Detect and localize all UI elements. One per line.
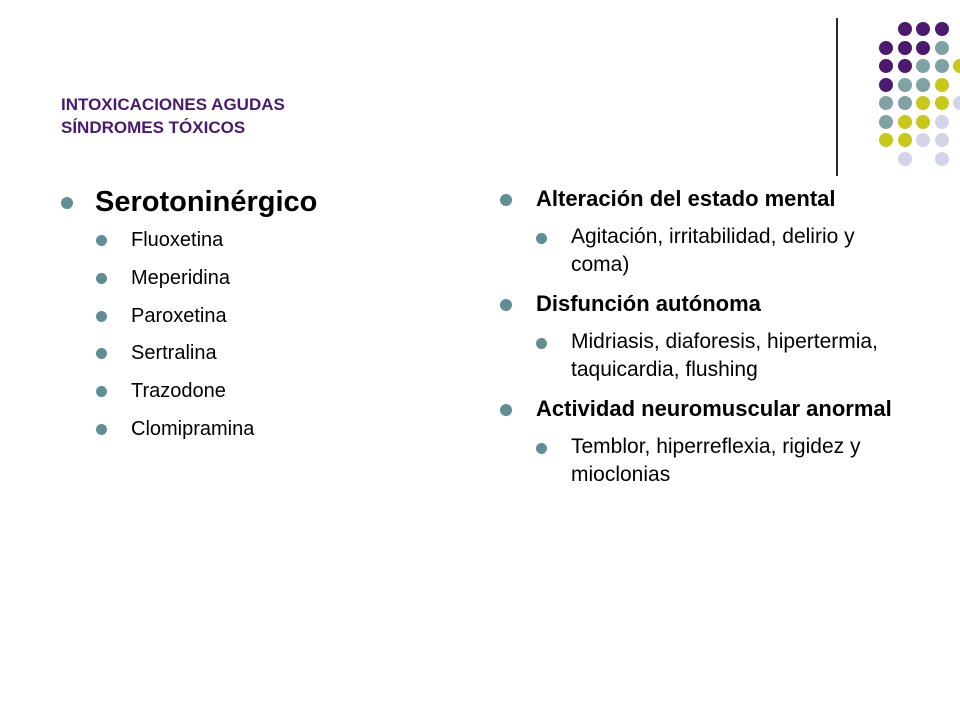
section-heading bbox=[500, 393, 900, 424]
bullet-icon bbox=[96, 235, 107, 246]
decorative-dot bbox=[916, 96, 930, 110]
decorative-dot bbox=[953, 59, 960, 73]
bullet-icon bbox=[96, 348, 107, 359]
section-detail bbox=[500, 328, 900, 384]
decorative-dot bbox=[898, 96, 912, 110]
decorative-dot bbox=[935, 78, 949, 92]
decorative-dot bbox=[898, 22, 912, 36]
slide-title bbox=[61, 93, 285, 139]
list-item bbox=[61, 260, 441, 298]
section-detail-text: Midriasis, diaforesis, hipertermia, taquicardia, flushing bbox=[571, 330, 878, 381]
decorative-dot bbox=[916, 41, 930, 55]
decorative-dot bbox=[898, 78, 912, 92]
decorative-dot bbox=[898, 59, 912, 73]
symptom-section bbox=[500, 393, 900, 489]
drug-name: Meperidina bbox=[131, 266, 230, 289]
drug-name: Trazodone bbox=[131, 380, 226, 403]
decorative-dot bbox=[898, 133, 912, 147]
decorative-dot bbox=[879, 78, 893, 92]
decorative-dot bbox=[879, 133, 893, 147]
symptom-section bbox=[500, 288, 900, 384]
decorative-dot bbox=[916, 22, 930, 36]
drug-name: Sertralina bbox=[131, 342, 217, 365]
right-column bbox=[500, 183, 900, 489]
decorative-dot bbox=[935, 115, 949, 129]
decorative-vertical-line bbox=[836, 18, 838, 176]
decorative-dot bbox=[935, 22, 949, 36]
decorative-dot bbox=[916, 59, 930, 73]
section-detail bbox=[500, 433, 900, 489]
bullet-icon bbox=[96, 424, 107, 435]
section-detail-text: Temblor, hiperreflexia, rigidez y mioclonias bbox=[571, 435, 861, 486]
decorative-dot bbox=[935, 96, 949, 110]
drug-name: Paroxetina bbox=[131, 304, 227, 327]
drug-list bbox=[61, 222, 441, 449]
left-column bbox=[61, 182, 441, 449]
decorative-dot bbox=[879, 115, 893, 129]
decorative-dot bbox=[916, 78, 930, 92]
section-detail-text: Agitación, irritabilidad, delirio y coma) bbox=[571, 225, 855, 276]
bullet-icon bbox=[96, 273, 107, 284]
decorative-dot bbox=[898, 152, 912, 166]
list-item bbox=[61, 411, 441, 449]
bullet-icon bbox=[536, 233, 547, 244]
section-heading bbox=[500, 183, 900, 214]
decorative-dot bbox=[916, 133, 930, 147]
list-item bbox=[61, 222, 441, 260]
decorative-dot bbox=[879, 96, 893, 110]
list-item bbox=[61, 335, 441, 373]
decorative-dot bbox=[898, 115, 912, 129]
bullet-icon bbox=[96, 311, 107, 322]
bullet-icon bbox=[500, 404, 512, 416]
bullet-icon bbox=[536, 338, 547, 349]
section-heading-text: Disfunción autónoma bbox=[536, 291, 761, 316]
bullet-icon bbox=[96, 386, 107, 397]
decorative-dot bbox=[935, 152, 949, 166]
section-heading-text: Alteración del estado mental bbox=[536, 186, 836, 211]
decorative-dot bbox=[898, 41, 912, 55]
decorative-dot bbox=[935, 59, 949, 73]
left-heading bbox=[61, 182, 441, 222]
decorative-dot bbox=[935, 41, 949, 55]
title-line-1: INTOXICACIONES AGUDAS bbox=[61, 95, 285, 114]
section-heading-text: Actividad neuromuscular anormal bbox=[536, 396, 892, 421]
bullet-icon bbox=[61, 197, 73, 209]
spacer bbox=[500, 279, 900, 288]
bullet-icon bbox=[500, 194, 512, 206]
symptom-section bbox=[500, 183, 900, 279]
decorative-dot bbox=[879, 59, 893, 73]
decorative-dot bbox=[916, 115, 930, 129]
decorative-dot bbox=[935, 133, 949, 147]
drug-name: Clomipramina bbox=[131, 417, 255, 440]
left-heading-text: Serotoninérgico bbox=[95, 186, 318, 218]
section-heading bbox=[500, 288, 900, 319]
section-detail bbox=[500, 223, 900, 279]
title-line-2: SÍNDROMES TÓXICOS bbox=[61, 118, 246, 137]
spacer bbox=[500, 384, 900, 393]
bullet-icon bbox=[536, 443, 547, 454]
decorative-dot bbox=[953, 96, 960, 110]
bullet-icon bbox=[500, 299, 512, 311]
drug-name: Fluoxetina bbox=[131, 229, 224, 251]
list-item bbox=[61, 373, 441, 411]
list-item bbox=[61, 298, 441, 336]
decorative-dot bbox=[879, 41, 893, 55]
